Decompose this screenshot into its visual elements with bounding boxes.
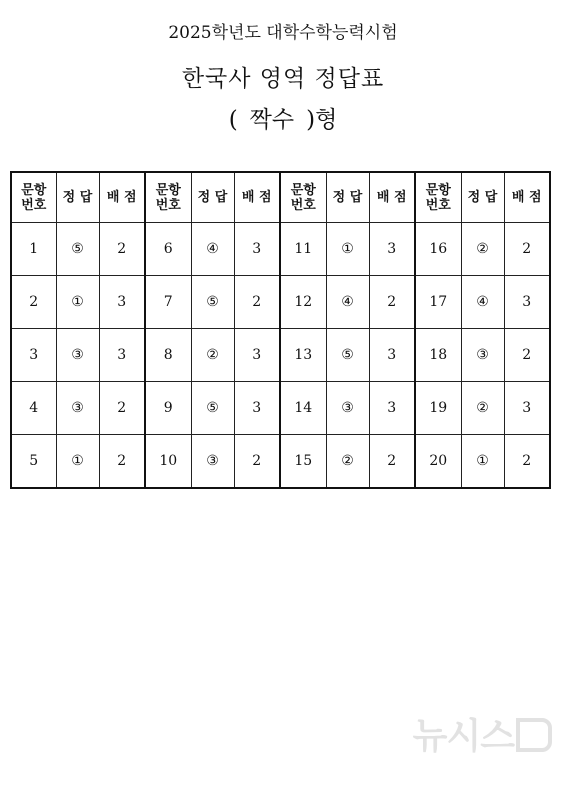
points-value: 3 [234,223,280,276]
answer-value: ② [461,223,504,276]
answer-value: ② [461,382,504,435]
header-answer: 정 답 [461,172,504,223]
answer-value: ⑤ [191,276,234,329]
points-value: 3 [369,223,415,276]
question-number: 4 [11,382,56,435]
points-value: 3 [234,329,280,382]
points-value: 2 [369,276,415,329]
points-value: 2 [504,223,550,276]
header-question-number: 문항 번호 [11,172,56,223]
answer-value: ① [326,223,369,276]
type-close-paren: )형 [306,107,338,133]
points-value: 3 [504,382,550,435]
header-points: 배 점 [234,172,280,223]
points-value: 3 [234,382,280,435]
header-points: 배 점 [504,172,550,223]
exam-type-line [0,101,566,134]
question-number: 2 [11,276,56,329]
question-number: 7 [145,276,191,329]
document-title: 한국사 영역 정답표 [181,66,385,92]
question-number: 5 [11,435,56,489]
question-number: 17 [415,276,461,329]
points-value: 3 [99,329,145,382]
points-value: 2 [99,435,145,489]
points-value: 3 [369,382,415,435]
answer-value: ④ [191,223,234,276]
answer-value: ② [191,329,234,382]
points-value: 2 [99,382,145,435]
answer-value: ③ [191,435,234,489]
header-question-number: 문항 번호 [280,172,326,223]
table-row [11,382,550,435]
header-points: 배 점 [369,172,415,223]
points-value: 3 [99,276,145,329]
table-header-row [11,172,550,223]
question-number: 1 [11,223,56,276]
watermark-logo-shape [516,718,552,752]
exam-title: 2025학년도 대학수학능력시험 [168,23,398,43]
points-value: 2 [99,223,145,276]
watermark-text: 뉴시스 [412,716,514,757]
header-question-number: 문항 번호 [145,172,191,223]
table-row [11,276,550,329]
answer-value: ③ [326,382,369,435]
answer-value: ③ [56,329,99,382]
question-number: 12 [280,276,326,329]
question-number: 15 [280,435,326,489]
header-answer: 정 답 [56,172,99,223]
question-number: 20 [415,435,461,489]
answer-value: ① [56,435,99,489]
question-number: 8 [145,329,191,382]
question-number: 11 [280,223,326,276]
answer-value: ⑤ [191,382,234,435]
answer-value: ④ [461,276,504,329]
answer-value: ③ [461,329,504,382]
points-value: 3 [504,276,550,329]
points-value: 2 [504,329,550,382]
answer-value: ② [326,435,369,489]
answer-value: ④ [326,276,369,329]
table-row [11,329,550,382]
table-row [11,435,550,489]
question-number: 19 [415,382,461,435]
question-number: 18 [415,329,461,382]
points-value: 2 [234,435,280,489]
points-value: 3 [369,329,415,382]
newsis-watermark [413,708,552,759]
answer-value: ③ [56,382,99,435]
answer-value: ① [56,276,99,329]
answer-key-table [10,171,551,489]
question-number: 3 [11,329,56,382]
answer-value: ⑤ [326,329,369,382]
points-value: 2 [504,435,550,489]
table-row [11,223,550,276]
answer-value: ⑤ [56,223,99,276]
header-answer: 정 답 [326,172,369,223]
header-points: 배 점 [99,172,145,223]
question-number: 10 [145,435,191,489]
question-number: 16 [415,223,461,276]
exam-type-name: 짝수 [249,107,295,133]
question-number: 6 [145,223,191,276]
answer-value: ① [461,435,504,489]
header-answer: 정 답 [191,172,234,223]
points-value: 2 [234,276,280,329]
question-number: 13 [280,329,326,382]
question-number: 14 [280,382,326,435]
points-value: 2 [369,435,415,489]
type-open-paren: ( [228,107,238,133]
question-number: 9 [145,382,191,435]
header-question-number: 문항 번호 [415,172,461,223]
